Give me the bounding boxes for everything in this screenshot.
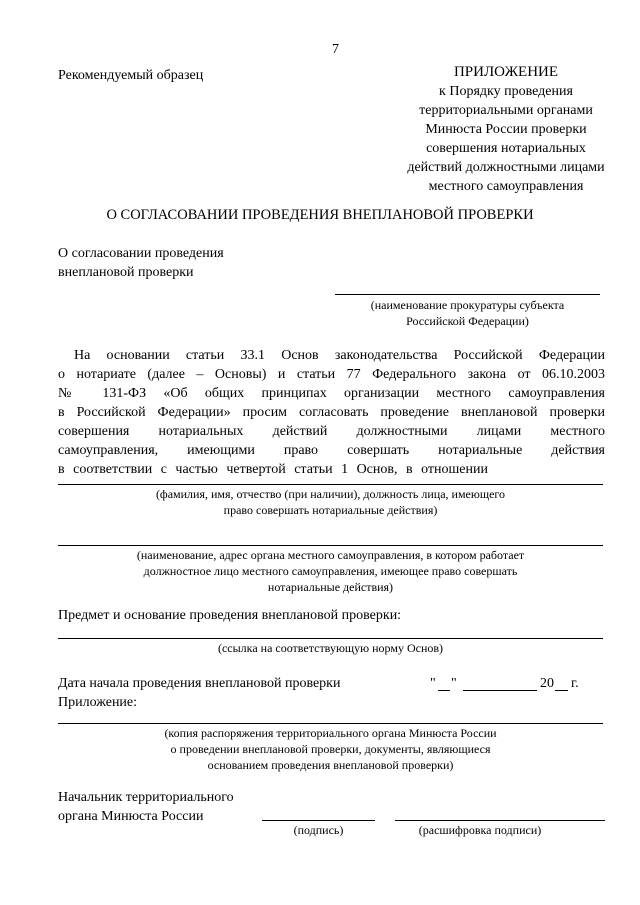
org-caption: должностное лицо местного самоуправления, имеющее право совершать: [143, 564, 518, 578]
attachment-label: Приложение:: [58, 695, 138, 710]
decoding-blank-line[interactable]: [395, 820, 605, 821]
signature-caption: (подпись): [293, 823, 344, 837]
body-line: в Российской Федерации» просим согласовать проведение внеплановой проверки: [58, 405, 605, 420]
subject-line: внеплановой проверки: [58, 265, 194, 280]
subject-line: О согласовании проведения: [58, 246, 224, 261]
signatory-title: Начальник территориального: [58, 790, 234, 805]
body-line: совершения нотариальных действий должностными лицами местного: [58, 424, 605, 439]
org-caption: нотариальные действия): [267, 580, 394, 594]
basis-blank-line[interactable]: [58, 638, 603, 639]
start-date-label: Дата начала проведения внеплановой проверки: [58, 676, 341, 691]
page-number: 7: [332, 42, 339, 57]
basis-caption: (ссылка на соответствующую норму Основ): [217, 641, 444, 655]
document-heading: О СОГЛАСОВАНИИ ПРОВЕДЕНИЯ ВНЕПЛАНОВОЙ ПРОВЕРКИ: [106, 207, 534, 223]
attachment-caption: основанием проведения внеплановой проверки): [207, 758, 454, 772]
body-line: № 131-ФЗ «Об общих принципах организации местного самоуправления: [58, 386, 605, 401]
appendix-line: территориальными органами: [419, 103, 593, 118]
day-blank[interactable]: [438, 690, 450, 691]
appendix-line: действий должностными лицами: [407, 160, 605, 175]
month-blank[interactable]: [463, 690, 537, 691]
date-field[interactable]: [430, 674, 600, 693]
appendix-line: местного самоуправления: [428, 179, 584, 194]
appendix-block: [385, 63, 627, 196]
body-line: самоуправления, имеющими право совершать нотариальные действия: [58, 443, 605, 458]
subject-basis-label: Предмет и основание проведения внеплановой проверки:: [58, 608, 402, 623]
year-blank[interactable]: [555, 690, 568, 691]
recipient-caption: (наименование прокуратуры субъекта: [370, 298, 565, 312]
body-line: в соответствии с частью четвертой статьи 1 Основ, в отношении: [58, 462, 488, 477]
body-line: На основании статьи 33.1 Основ законодательства Российской Федерации: [74, 348, 605, 363]
recipient-caption: Российской Федерации): [406, 314, 529, 328]
attachment-blank-line[interactable]: [58, 723, 603, 724]
person-caption: право совершать нотариальные действия): [223, 503, 438, 517]
person-caption: (фамилия, имя, отчество (при наличии), должность лица, имеющего: [155, 487, 506, 501]
appendix-title: ПРИЛОЖЕНИЕ: [453, 64, 559, 80]
attachment-caption: (копия распоряжения территориального органа Минюста России: [164, 726, 497, 740]
attachment-caption: о проведении внеплановой проверки, документы, являющиеся: [170, 742, 491, 756]
person-blank-line[interactable]: [58, 484, 603, 485]
signature-blank-line[interactable]: [262, 820, 375, 821]
appendix-line: к Порядку проведения: [439, 84, 573, 99]
recipient-blank-line[interactable]: [335, 294, 600, 295]
recommended-sample-label: Рекомендуемый образец: [58, 68, 204, 83]
year-suffix: г.: [571, 676, 579, 691]
appendix-line: совершения нотариальных: [426, 141, 586, 156]
org-caption: (наименование, адрес органа местного самоуправления, в котором работает: [136, 548, 525, 562]
body-line: о нотариате (далее – Основы) и статьи 77 Федерального закона от 06.10.2003: [58, 367, 605, 382]
year-prefix: 20: [540, 676, 554, 691]
decoding-caption: (расшифровка подписи): [418, 823, 542, 837]
date-quote-close: ": [451, 676, 457, 691]
date-quote-open: ": [430, 676, 436, 691]
signatory-title: органа Минюста России: [58, 809, 204, 824]
appendix-line: Минюста России проверки: [425, 122, 587, 137]
org-blank-line[interactable]: [58, 545, 603, 546]
